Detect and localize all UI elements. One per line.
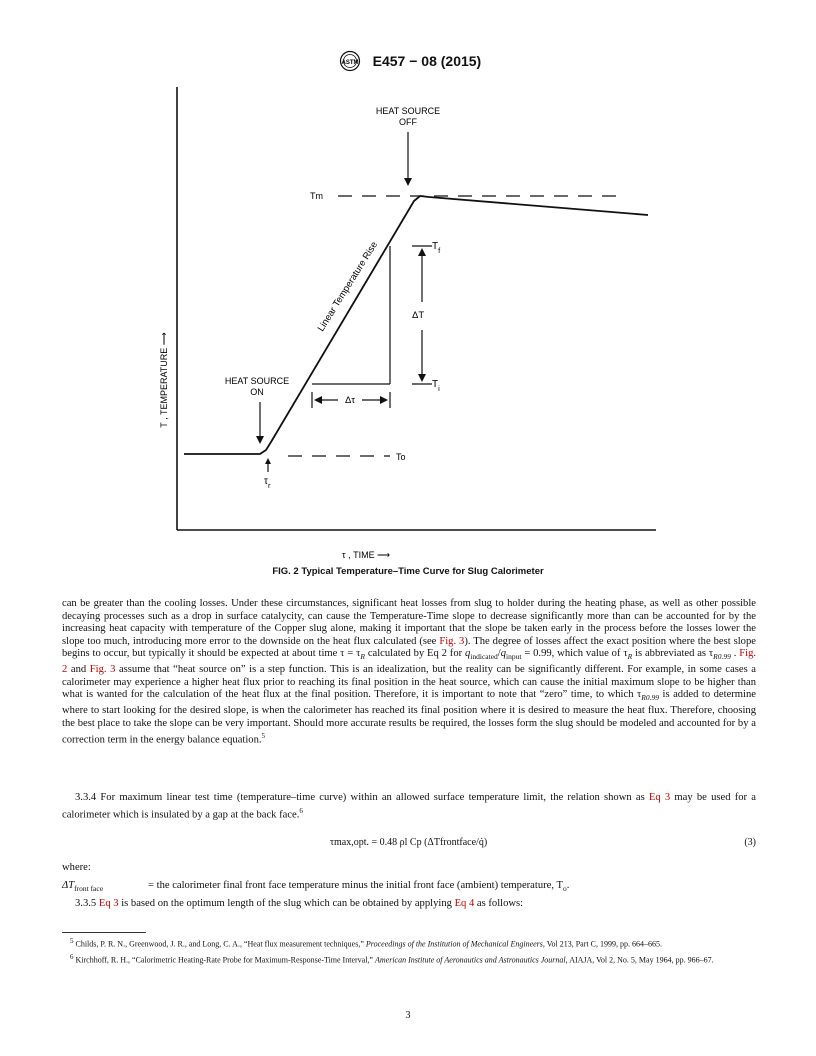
temperature-curve xyxy=(184,196,648,454)
ti-label: $T_i$ xyxy=(432,379,440,393)
fig2-link[interactable]: Fig. 2 xyxy=(62,648,757,676)
standard-designation: E457 − 08 (2015) xyxy=(372,53,482,69)
delta-t-arrowhead-up-icon xyxy=(418,248,426,256)
delta-tau-arrowhead-left-icon xyxy=(314,396,322,404)
page-number: 3 xyxy=(405,1010,411,1021)
footnote-rule xyxy=(62,932,146,933)
heat-source-off-arrowhead-icon xyxy=(404,178,412,186)
paragraph-3-3-4: 3.3.4 For maximum linear test time (temperature–time curve) within an allowed surface temperature limit, the relation shown as Eq 3 may be used for a calorimeter which is insulated by a gap at the back face.$^6$ xyxy=(62,792,756,821)
heat-source-off-label-2: OFF xyxy=(399,117,417,127)
variable-definition: $\Delta T_{front face}$ = the calorimeter final front face temperature minus the initial front face (ambient) temperature, $T_o$. xyxy=(62,880,570,894)
paragraph-1: can be greater than the cooling losses. Under these circumstances, significant heat losses from slug to holder during the heating phase, as well as other possible decaying processes such as a drop in surface catalycity, can cause the Temperature-Time slope to decrease significantly more than can be accounted for by the increasing heat capacity with temperature of the Copper slug alone, making it important that the slope be taken early in the process before the losses lower the slope too much, introducing more error to the downside on the heat flux calculated (see Fig. 3). The degree of losses affect the exact position where the best slope begins to occur, but typically it should be expected at about time $\tau = \tau_R$ calculated by Eq 2 for $q_{indicated}/q_{input} = 0.99$, which value of $\tau_R$ is abbreviated as $\tau_{R0.99}$ . Fig. 2 and Fig. 3 assume that “heat source on” is a step function. This is an idealization, but the reality can be significantly different. For example, in some cases a calorimeter may experience a higher heat flux prior to reaching its final position in the heat source, which can cause the initial maximum slope to be higher than what is wanted for the calculation of the heat flux at the final position. Therefore, it is important to note that “zero” time, to which $\tau_{R0.99}$ is added to determine where to start looking for the desired slope, is when the calorimeter has reached its final position where it is desired to measure the heat flux. Therefore, choosing the best place to take the slope can be very important. Should more accurate results be required, the losses form the slug should be modeled and accounted for by a correction term in the energy balance equation.$^5$ xyxy=(62,598,757,746)
tm-label: Tm xyxy=(310,191,323,201)
footnote-5: $^5$ Childs, P. R. N., Greenwood, J. R., and Long, C. A., “Heat flux measurement techniques,” Proceedings of the Institution of Mechanical Engineers, Vol 213, Part C, 1999, pp. 664–665. xyxy=(70,937,662,949)
heat-source-on-arrowhead-icon xyxy=(256,436,264,444)
astm-logo-icon xyxy=(335,50,365,72)
eq4-link[interactable]: Eq 4 xyxy=(454,898,475,909)
tf-label: $T_f$ xyxy=(432,241,441,255)
tau-r-arrowhead-icon xyxy=(265,458,271,464)
document-header xyxy=(0,50,816,72)
delta-t-arrowhead-down-icon xyxy=(418,374,426,382)
heat-source-off-label: HEAT SOURCE xyxy=(375,106,441,116)
equation-number: (3) xyxy=(744,837,756,848)
where-label: where: xyxy=(62,862,91,873)
fig3-link[interactable]: Fig. 3 xyxy=(439,635,465,647)
delta-tau-label: Δτ xyxy=(344,395,356,406)
figure-caption: FIG. 2 Typical Temperature–Time Curve for Slug Calorimeter xyxy=(272,566,544,577)
footnote-6: $^6$ Kirchhoff, R. H., “Calorimetric Heating-Rate Probe for Maximum-Response-Time Interval,” American Institute of Aeronautics and Astronautics Journal, AIAJA, Vol 2, No. 5, May 1964, pp. 966–67. xyxy=(70,952,714,965)
delta-t-label: ΔT xyxy=(412,310,425,321)
heat-source-on-label-2: ON xyxy=(250,387,264,397)
paragraph-3-3-5: 3.3.5 Eq 3 is based on the optimum length of the slug which can be obtained by applying Eq 4 as follows: xyxy=(75,898,524,909)
temperature-time-figure xyxy=(140,80,680,560)
svg-text:ASTM: ASTM xyxy=(341,60,359,66)
delta-tau-arrowhead-right-icon xyxy=(380,396,388,404)
eq3-link-2[interactable]: Eq 3 xyxy=(98,898,119,909)
footnote-ref-5: 5 xyxy=(261,732,266,741)
to-label: To xyxy=(396,452,406,462)
fig3-link-2[interactable]: Fig. 3 xyxy=(89,664,116,676)
x-axis-label: τ , TIME ⟶ xyxy=(342,550,390,560)
footnotes xyxy=(62,932,756,967)
eq3-link[interactable]: Eq 3 xyxy=(648,792,671,803)
footnote-ref-6: 6 xyxy=(299,806,303,815)
tau-r-label: $\tau_r$ xyxy=(264,476,271,490)
y-axis-label: T , TEMPERATURE ⟶ xyxy=(159,332,169,428)
linear-rise-label: Linear Temperature Rise xyxy=(315,239,381,334)
heat-source-on-label: HEAT SOURCE xyxy=(224,376,290,386)
equation-expression: τmax,opt. = 0.48 ρl Cp (ΔTfrontface/q̇) xyxy=(330,837,488,848)
